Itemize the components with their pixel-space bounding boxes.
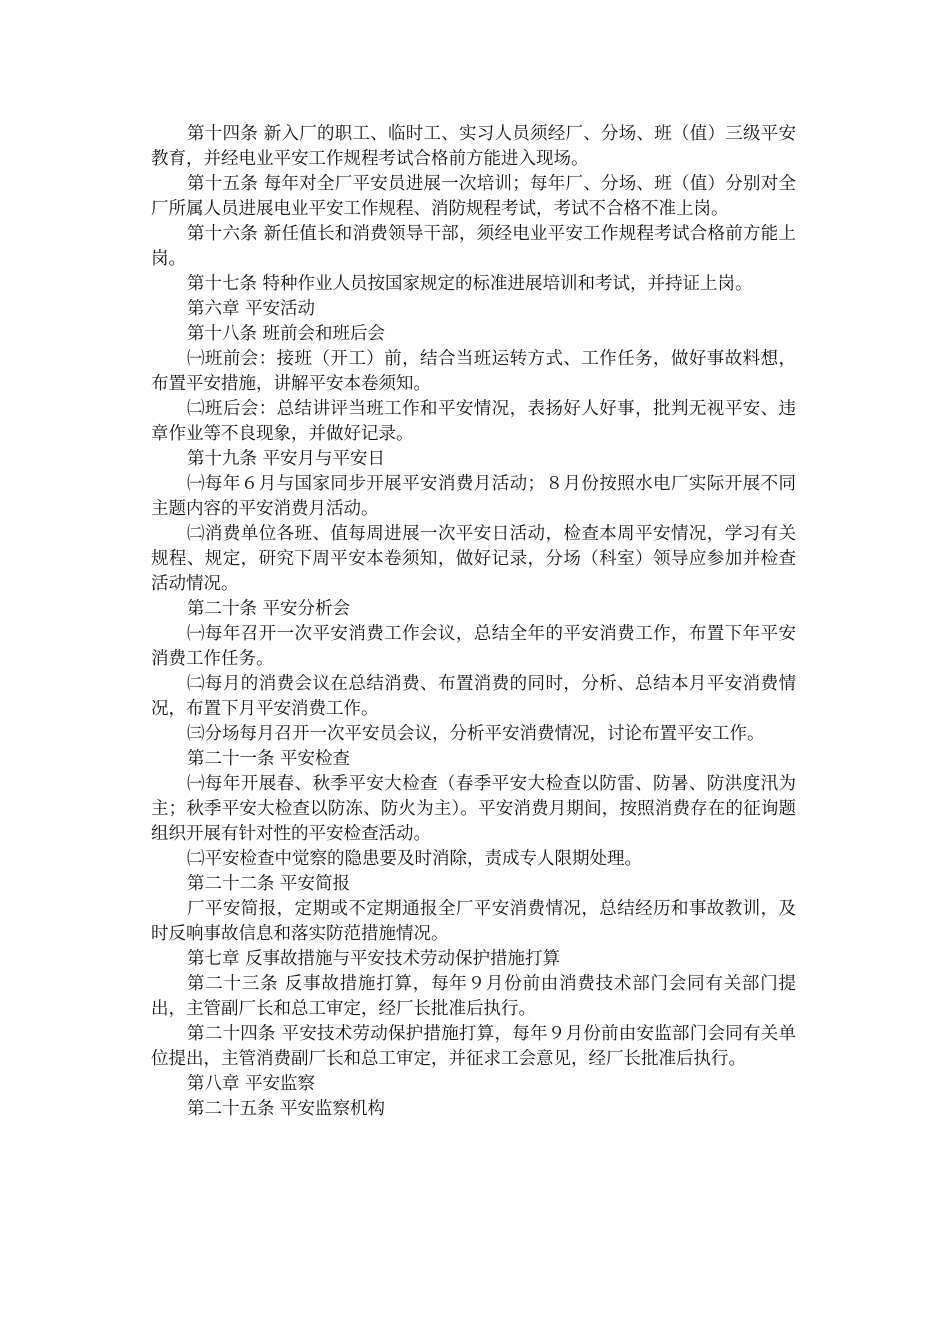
article-14: 第十四条 新入厂的职工、临时工、实习人员须经厂、分场、班（值）三级平安教育，并经电业平安工作规程考试合格前方能进入现场。 xyxy=(151,124,796,169)
article-15: 第十五条 每年对全厂平安员进展一次培训；每年厂、分场、班（值）分别对全厂所属人员进展电业平安工作规程、消防规程考试，考试不合格不准上岗。 xyxy=(151,174,796,219)
article-18-heading: 第十八条 班前会和班后会 xyxy=(187,324,386,344)
article-20-item-2: ㈡每月的消费会议在总结消费、布置消费的同时，分析、总结本月平安消费情况，布置下月平安消费工作。 xyxy=(151,674,796,719)
article-18-item-1: ㈠班前会：接班（开工）前，结合当班运转方式、工作任务，做好事故料想，布置平安措施，讲解平安本卷须知。 xyxy=(151,349,796,394)
article-25-heading: 第二十五条 平安监察机构 xyxy=(187,1099,386,1119)
article-19-item-1: ㈠每年６月与国家同步开展平安消费月活动；８月份按照水电厂实际开展不同主题内容的平安消费月活动。 xyxy=(151,474,796,519)
article-20-heading: 第二十条 平安分析会 xyxy=(187,599,351,619)
chapter-8-heading: 第八章 平安监察 xyxy=(187,1074,316,1094)
chapter-7-heading: 第七章 反事故措施与平安技术劳动保护措施打算 xyxy=(187,949,561,969)
article-22-body: 厂平安简报，定期或不定期通报全厂平安消费情况，总结经历和事故教训，及时反响事故信息和落实防范措施情况。 xyxy=(151,899,796,944)
article-16: 第十六条 新任值长和消费领导干部，须经电业平安工作规程考试合格前方能上岗。 xyxy=(151,224,796,269)
document-page xyxy=(151,122,796,1122)
article-21-heading: 第二十一条 平安检查 xyxy=(187,749,351,769)
article-23: 第二十三条 反事故措施打算，每年９月份前由消费技术部门会同有关部门提出，主管副厂长和总工审定，经厂长批准后执行。 xyxy=(151,974,796,1019)
article-21-item-1: ㈠每年开展春、秋季平安大检查（春季平安大检查以防雷、防暑、防洪度汛为主；秋季平安大检查以防冻、防火为主）。平安消费月期间，按照消费存在的征询题组织开展有针对性的平安检查活动。 xyxy=(151,774,796,844)
article-20-item-1: ㈠每年召开一次平安消费工作会议，总结全年的平安消费工作，布置下年平安消费工作任务。 xyxy=(151,624,796,669)
article-24: 第二十四条 平安技术劳动保护措施打算，每年９月份前由安监部门会同有关单位提出，主管消费副厂长和总工审定，并征求工会意见，经厂长批准后执行。 xyxy=(151,1024,796,1069)
article-17: 第十七条 特种作业人员按国家规定的标准进展培训和考试，并持证上岗。 xyxy=(187,274,753,294)
article-18-item-2: ㈡班后会：总结讲评当班工作和平安情况，表扬好人好事，批判无视平安、违章作业等不良现象，并做好记录。 xyxy=(151,399,796,444)
article-19-heading: 第十九条 平安月与平安日 xyxy=(187,449,386,469)
article-21-item-2: ㈡平安检查中觉察的隐患要及时消除，责成专人限期处理。 xyxy=(187,849,642,869)
article-20-item-3: ㈢分场每月召开一次平安员会议，分析平安消费情况，讨论布置平安工作。 xyxy=(187,724,765,744)
article-19-item-2: ㈡消费单位各班、值每周进展一次平安日活动，检查本周平安情况，学习有关规程、规定，研究下周平安本卷须知，做好记录，分场（科室）领导应参加并检查活动情况。 xyxy=(151,524,796,594)
chapter-6-heading: 第六章 平安活动 xyxy=(187,299,316,319)
article-22-heading: 第二十二条 平安简报 xyxy=(187,874,351,894)
